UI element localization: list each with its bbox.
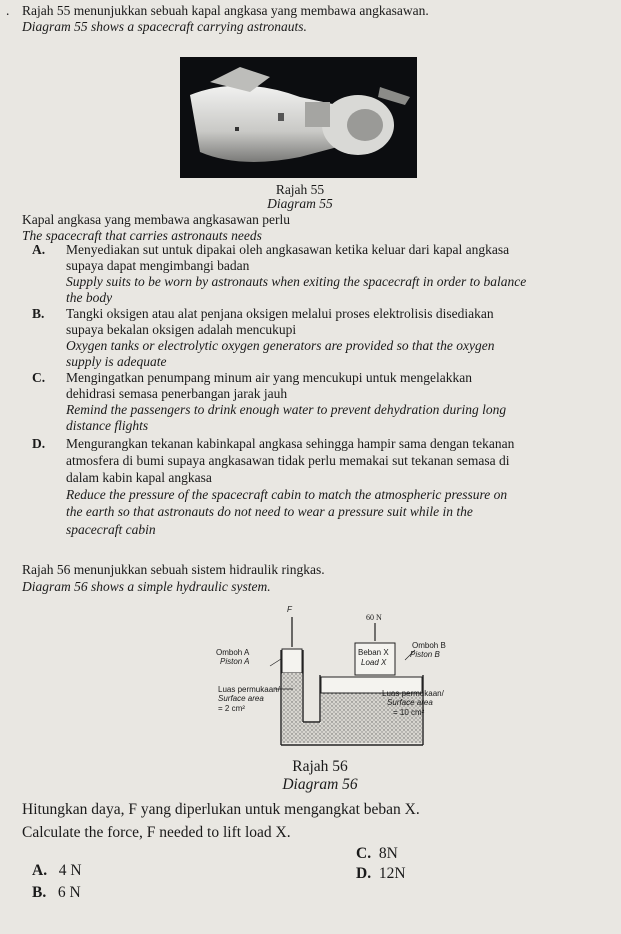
area-left-label-en: Surface area (218, 694, 264, 703)
q56-option-c-letter: C. (356, 845, 372, 862)
option-c-ms-line2: dehidrasi semasa penerbangan jarak jauh (66, 386, 288, 401)
area-right-label-ms: Luas permukaan/ (382, 689, 444, 698)
option-b-en-line1: Oxygen tanks or electrolytic oxygen generators are provided so that the oxygen (66, 338, 495, 353)
figure-55-caption-en: Diagram 55 (267, 196, 333, 211)
q56-option-d (356, 865, 406, 883)
force-label: F (287, 605, 292, 614)
figure-56-caption-ms: Rajah 56 (292, 758, 348, 775)
option-d-letter: D. (32, 436, 46, 451)
question-55-number: . (6, 3, 10, 18)
option-c-letter: C. (32, 370, 46, 385)
piston-b-label-en: Piston B (410, 650, 440, 659)
load-x-label-ms: Beban X (358, 648, 389, 657)
load-value-label: 60 N (366, 613, 382, 622)
option-b-en-line2: supply is adequate (66, 354, 167, 369)
option-a-letter: A. (32, 242, 46, 257)
option-d-ms-line2: atmosfera di bumi supaya angkasawan tidak perlu memakai sut tekanan semasa di (66, 453, 510, 468)
q56-option-c (356, 845, 398, 863)
option-d-en-line3: spacecraft cabin (66, 522, 156, 537)
piston-b-label-ms: Omboh B (412, 641, 446, 650)
figure-55-caption-ms: Rajah 55 (275, 182, 325, 197)
area-left-label-ms: Luas permukaan/ (218, 685, 280, 694)
q56-option-b-text: 6 N (57, 884, 81, 901)
option-d-en-line2: the earth so that astronauts do not need to wear a pressure suit while in the (66, 504, 473, 519)
option-b-letter: B. (32, 306, 45, 321)
q56-option-c-text: 8N (378, 845, 398, 862)
question-55-prompt-ms: Kapal angkasa yang membawa angkasawan perlu (22, 212, 291, 227)
piston-a-label-ms: Omboh A (216, 648, 250, 657)
option-a-en-line1: Supply suits to be worn by astronauts when exiting the spacecraft in order to balance (66, 274, 527, 289)
load-x-label-en: Load X (361, 658, 387, 667)
question-55-prompt-en: The spacecraft that carries astronauts needs (22, 228, 262, 243)
q56-option-b (32, 884, 81, 902)
q56-option-a-text: 4 N (58, 862, 82, 879)
option-a-ms-line2: supaya dapat mengimbangi badan (66, 258, 250, 273)
figure-56-caption-en: Diagram 56 (282, 776, 358, 793)
option-c-en-line1: Remind the passengers to drink enough water to prevent dehydration during long (66, 402, 507, 417)
question-56-stem-ms: Rajah 56 menunjukkan sebuah sistem hidraulik ringkas. (22, 562, 325, 577)
q56-option-a-letter: A. (32, 862, 48, 879)
question-56-stem-en: Diagram 56 shows a simple hydraulic system. (22, 579, 271, 594)
area-left-value: = 2 cm² (218, 704, 245, 713)
hydraulic-system-drawing (215, 605, 445, 755)
area-right-label-en: Surface area (387, 698, 433, 707)
area-right-value: = 10 cm² (393, 708, 425, 717)
option-d-en-line1: Reduce the pressure of the spacecraft cabin to match the atmospheric pressure on (66, 487, 508, 502)
hydraulic-diagram (215, 605, 445, 755)
q56-option-a (32, 862, 82, 880)
piston-a-label-en: Piston A (220, 657, 250, 666)
option-c-en-line2: distance flights (66, 418, 149, 433)
option-b-ms-line2: supaya bekalan oksigen adalah mencukupi (66, 322, 297, 337)
option-d-ms-line3: dalam kabin kapal angkasa (66, 470, 212, 485)
q56-option-d-letter: D. (356, 865, 372, 882)
option-a-ms-line1: Menyediakan sut untuk dipakai oleh angkasawan ketika keluar dari kapal angkasa (66, 242, 510, 257)
question-56-prompt-en: Calculate the force, F needed to lift load X. (22, 824, 291, 841)
spacecraft-illustration (180, 57, 417, 178)
spacecraft-photo (180, 57, 417, 178)
question-56-prompt-ms: Hitungkan daya, F yang diperlukan untuk mengangkat beban X. (22, 801, 420, 818)
question-55-stem-ms: Rajah 55 menunjukkan sebuah kapal angkasa yang membawa angkasawan. (22, 3, 429, 18)
q56-option-d-text: 12N (378, 865, 406, 882)
option-c-ms-line1: Mengingatkan penumpang minum air yang mencukupi untuk mengelakkan (66, 370, 473, 385)
question-55-stem-en: Diagram 55 shows a spacecraft carrying astronauts. (22, 19, 307, 34)
option-a-en-line2: the body (66, 290, 113, 305)
option-d-ms-line1: Mengurangkan tekanan kabinkapal angkasa sehingga hampir sama dengan tekanan (66, 436, 515, 451)
q56-option-b-letter: B. (32, 884, 47, 901)
option-b-ms-line1: Tangki oksigen atau alat penjana oksigen melalui proses elektrolisis disediakan (66, 306, 494, 321)
